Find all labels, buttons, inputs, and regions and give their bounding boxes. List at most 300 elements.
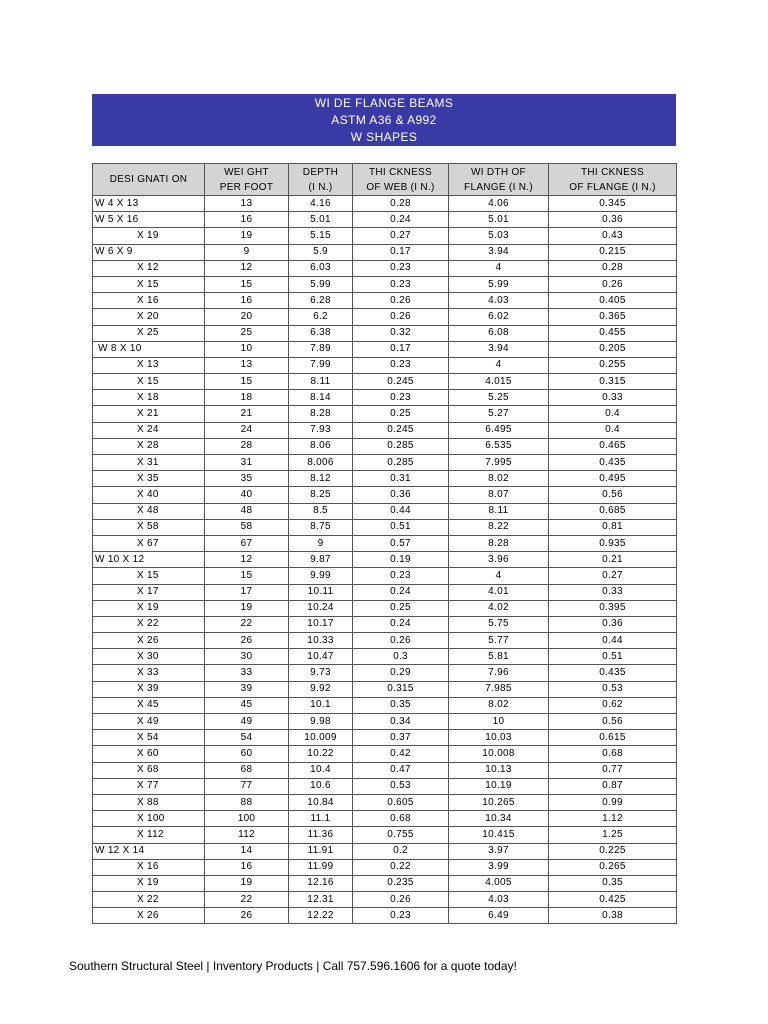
- flange-thickness-cell: 0.81: [549, 519, 677, 535]
- designation-cell: X 13: [93, 357, 205, 373]
- flange-width-cell: 8.28: [449, 535, 549, 551]
- table-row: [93, 276, 677, 292]
- depth-cell: 8.06: [289, 438, 353, 454]
- depth-cell: 6.2: [289, 309, 353, 325]
- web-thickness-cell: 0.285: [353, 455, 449, 471]
- depth-cell: 10.4: [289, 762, 353, 778]
- flange-thickness-cell: 0.465: [549, 438, 677, 454]
- depth-cell: 5.9: [289, 244, 353, 260]
- flange-thickness-cell: 0.51: [549, 649, 677, 665]
- flange-thickness-cell: 0.225: [549, 843, 677, 859]
- web-thickness-cell: 0.25: [353, 406, 449, 422]
- depth-cell: 11.99: [289, 859, 353, 875]
- table-row: [93, 374, 677, 390]
- weight-cell: 25: [205, 325, 289, 341]
- table-row: [93, 681, 677, 697]
- flange-thickness-cell: 0.205: [549, 341, 677, 357]
- header-depth-line-1: DEPTH: [302, 166, 339, 178]
- designation-cell: X 100: [93, 811, 205, 827]
- header-flange-width-line-1: WI DTH OF: [471, 166, 526, 178]
- web-thickness-cell: 0.23: [353, 390, 449, 406]
- depth-cell: 7.99: [289, 357, 353, 373]
- web-thickness-cell: 0.23: [353, 908, 449, 924]
- weight-cell: 39: [205, 681, 289, 697]
- table-row: [93, 455, 677, 471]
- header-depth-line-2: (I N.): [308, 181, 333, 193]
- web-thickness-cell: 0.235: [353, 875, 449, 891]
- web-thickness-cell: 0.31: [353, 471, 449, 487]
- table-row: [93, 827, 677, 843]
- flange-width-cell: 10.415: [449, 827, 549, 843]
- designation-cell: X 19: [93, 228, 205, 244]
- flange-width-cell: 8.02: [449, 697, 549, 713]
- web-thickness-cell: 0.37: [353, 730, 449, 746]
- web-thickness-cell: 0.26: [353, 309, 449, 325]
- depth-cell: 5.01: [289, 212, 353, 228]
- title-line-1: WI DE FLANGE BEAMS: [314, 95, 454, 110]
- header-row: [93, 164, 677, 196]
- depth-cell: 10.6: [289, 778, 353, 794]
- table-row: [93, 714, 677, 730]
- flange-width-cell: 4.005: [449, 875, 549, 891]
- web-thickness-cell: 0.245: [353, 374, 449, 390]
- flange-thickness-cell: 0.435: [549, 455, 677, 471]
- depth-cell: 9: [289, 535, 353, 551]
- weight-cell: 12: [205, 552, 289, 568]
- depth-cell: 9.73: [289, 665, 353, 681]
- web-thickness-cell: 0.68: [353, 811, 449, 827]
- flange-thickness-cell: 0.615: [549, 730, 677, 746]
- depth-cell: 12.22: [289, 908, 353, 924]
- designation-cell: X 112: [93, 827, 205, 843]
- designation-cell: W 8 X 10: [93, 341, 205, 357]
- table-row: [93, 794, 677, 810]
- flange-thickness-cell: 0.685: [549, 503, 677, 519]
- weight-cell: 112: [205, 827, 289, 843]
- flange-thickness-cell: 0.87: [549, 778, 677, 794]
- web-thickness-cell: 0.51: [353, 519, 449, 535]
- designation-cell: X 26: [93, 633, 205, 649]
- designation-cell: X 54: [93, 730, 205, 746]
- designation-cell: X 25: [93, 325, 205, 341]
- depth-cell: 10.11: [289, 584, 353, 600]
- table-row: [93, 357, 677, 373]
- table-row: [93, 503, 677, 519]
- flange-width-cell: 10.03: [449, 730, 549, 746]
- weight-cell: 48: [205, 503, 289, 519]
- designation-cell: X 28: [93, 438, 205, 454]
- web-thickness-cell: 0.34: [353, 714, 449, 730]
- header-flange-thickness-line-2: OF FLANGE (I N.): [569, 181, 656, 193]
- designation-cell: X 68: [93, 762, 205, 778]
- web-thickness-cell: 0.755: [353, 827, 449, 843]
- flange-width-cell: 5.99: [449, 276, 549, 292]
- weight-cell: 77: [205, 778, 289, 794]
- table-row: [93, 212, 677, 228]
- table-row: [93, 293, 677, 309]
- weight-cell: 40: [205, 487, 289, 503]
- web-thickness-cell: 0.35: [353, 697, 449, 713]
- flange-width-cell: 7.96: [449, 665, 549, 681]
- flange-thickness-cell: 0.35: [549, 875, 677, 891]
- depth-cell: 5.99: [289, 276, 353, 292]
- depth-cell: 8.75: [289, 519, 353, 535]
- table-row: [93, 196, 677, 212]
- web-thickness-cell: 0.29: [353, 665, 449, 681]
- designation-cell: X 19: [93, 600, 205, 616]
- designation-cell: X 33: [93, 665, 205, 681]
- flange-width-cell: 4.03: [449, 892, 549, 908]
- web-thickness-cell: 0.17: [353, 244, 449, 260]
- flange-thickness-cell: 0.265: [549, 859, 677, 875]
- depth-cell: 11.36: [289, 827, 353, 843]
- weight-cell: 16: [205, 212, 289, 228]
- designation-cell: W 4 X 13: [93, 196, 205, 212]
- table-row: [93, 325, 677, 341]
- flange-width-cell: 10.265: [449, 794, 549, 810]
- header-depth: [289, 164, 353, 196]
- flange-thickness-cell: 0.435: [549, 665, 677, 681]
- designation-cell: X 67: [93, 535, 205, 551]
- depth-cell: 10.24: [289, 600, 353, 616]
- flange-thickness-cell: 0.425: [549, 892, 677, 908]
- table-row: [93, 875, 677, 891]
- web-thickness-cell: 0.17: [353, 341, 449, 357]
- weight-cell: 17: [205, 584, 289, 600]
- header-designation: [93, 164, 205, 196]
- depth-cell: 8.006: [289, 455, 353, 471]
- flange-width-cell: 6.535: [449, 438, 549, 454]
- weight-cell: 14: [205, 843, 289, 859]
- web-thickness-cell: 0.26: [353, 892, 449, 908]
- flange-thickness-cell: 0.4: [549, 422, 677, 438]
- weight-cell: 10: [205, 341, 289, 357]
- table-row: [93, 859, 677, 875]
- flange-width-cell: 3.97: [449, 843, 549, 859]
- web-thickness-cell: 0.44: [353, 503, 449, 519]
- header-flange-thickness: [549, 164, 677, 196]
- web-thickness-cell: 0.3: [353, 649, 449, 665]
- table-row: [93, 260, 677, 276]
- weight-cell: 58: [205, 519, 289, 535]
- depth-cell: 8.28: [289, 406, 353, 422]
- header-weight: [205, 164, 289, 196]
- table-row: [93, 519, 677, 535]
- table-row: [93, 406, 677, 422]
- flange-width-cell: 5.75: [449, 616, 549, 632]
- flange-thickness-cell: 0.68: [549, 746, 677, 762]
- flange-thickness-cell: 0.28: [549, 260, 677, 276]
- weight-cell: 30: [205, 649, 289, 665]
- header-web-thickness-line-2: OF WEB (I N.): [366, 181, 435, 193]
- table-row: [93, 778, 677, 794]
- weight-cell: 15: [205, 374, 289, 390]
- table-row: [93, 228, 677, 244]
- flange-thickness-cell: 0.27: [549, 568, 677, 584]
- flange-width-cell: 4.01: [449, 584, 549, 600]
- flange-width-cell: 3.96: [449, 552, 549, 568]
- designation-cell: X 45: [93, 697, 205, 713]
- flange-thickness-cell: 0.935: [549, 535, 677, 551]
- header-flange-width: [449, 164, 549, 196]
- depth-cell: 11.1: [289, 811, 353, 827]
- flange-width-cell: 10.34: [449, 811, 549, 827]
- weight-cell: 31: [205, 455, 289, 471]
- designation-cell: X 60: [93, 746, 205, 762]
- depth-cell: 7.89: [289, 341, 353, 357]
- flange-thickness-cell: 0.43: [549, 228, 677, 244]
- designation-cell: X 35: [93, 471, 205, 487]
- table-row: [93, 649, 677, 665]
- flange-width-cell: 5.27: [449, 406, 549, 422]
- table-row: [93, 600, 677, 616]
- designation-cell: X 12: [93, 260, 205, 276]
- flange-width-cell: 7.985: [449, 681, 549, 697]
- flange-width-cell: 4.02: [449, 600, 549, 616]
- flange-width-cell: 4: [449, 357, 549, 373]
- weight-cell: 33: [205, 665, 289, 681]
- weight-cell: 19: [205, 228, 289, 244]
- flange-width-cell: 8.07: [449, 487, 549, 503]
- weight-cell: 18: [205, 390, 289, 406]
- flange-thickness-cell: 0.255: [549, 357, 677, 373]
- weight-cell: 22: [205, 892, 289, 908]
- flange-width-cell: 8.22: [449, 519, 549, 535]
- designation-cell: X 19: [93, 875, 205, 891]
- designation-cell: X 15: [93, 276, 205, 292]
- flange-width-cell: 8.02: [449, 471, 549, 487]
- flange-thickness-cell: 0.99: [549, 794, 677, 810]
- web-thickness-cell: 0.24: [353, 584, 449, 600]
- table-row: [93, 568, 677, 584]
- designation-cell: X 40: [93, 487, 205, 503]
- flange-width-cell: 5.01: [449, 212, 549, 228]
- weight-cell: 45: [205, 697, 289, 713]
- flange-width-cell: 6.495: [449, 422, 549, 438]
- flange-width-cell: 10.13: [449, 762, 549, 778]
- flange-thickness-cell: 0.455: [549, 325, 677, 341]
- web-thickness-cell: 0.24: [353, 616, 449, 632]
- table-row: [93, 552, 677, 568]
- designation-cell: X 18: [93, 390, 205, 406]
- depth-cell: 12.31: [289, 892, 353, 908]
- flange-thickness-cell: 0.315: [549, 374, 677, 390]
- flange-width-cell: 4: [449, 568, 549, 584]
- table-row: [93, 535, 677, 551]
- depth-cell: 10.009: [289, 730, 353, 746]
- depth-cell: 9.92: [289, 681, 353, 697]
- web-thickness-cell: 0.47: [353, 762, 449, 778]
- depth-cell: 8.14: [289, 390, 353, 406]
- web-thickness-cell: 0.26: [353, 293, 449, 309]
- flange-width-cell: 6.08: [449, 325, 549, 341]
- web-thickness-cell: 0.285: [353, 438, 449, 454]
- table-row: [93, 438, 677, 454]
- weight-cell: 28: [205, 438, 289, 454]
- header-weight-line-2: PER FOOT: [219, 181, 274, 193]
- header-flange-width-line-2: FLANGE (I N.): [464, 181, 533, 193]
- designation-cell: X 15: [93, 568, 205, 584]
- flange-thickness-cell: 0.62: [549, 697, 677, 713]
- designation-cell: X 88: [93, 794, 205, 810]
- flange-width-cell: 5.03: [449, 228, 549, 244]
- table-row: [93, 811, 677, 827]
- weight-cell: 67: [205, 535, 289, 551]
- depth-cell: 8.5: [289, 503, 353, 519]
- table-row: [93, 762, 677, 778]
- flange-width-cell: 4.06: [449, 196, 549, 212]
- designation-cell: W 10 X 12: [93, 552, 205, 568]
- depth-cell: 6.28: [289, 293, 353, 309]
- weight-cell: 15: [205, 276, 289, 292]
- designation-cell: X 24: [93, 422, 205, 438]
- depth-cell: 8.12: [289, 471, 353, 487]
- web-thickness-cell: 0.23: [353, 276, 449, 292]
- weight-cell: 19: [205, 875, 289, 891]
- flange-thickness-cell: 0.38: [549, 908, 677, 924]
- header-web-thickness-line-1: THI CKNESS: [368, 166, 432, 178]
- web-thickness-cell: 0.27: [353, 228, 449, 244]
- web-thickness-cell: 0.23: [353, 568, 449, 584]
- web-thickness-cell: 0.22: [353, 859, 449, 875]
- depth-cell: 6.38: [289, 325, 353, 341]
- web-thickness-cell: 0.23: [353, 357, 449, 373]
- depth-cell: 8.11: [289, 374, 353, 390]
- flange-width-cell: 6.49: [449, 908, 549, 924]
- designation-cell: X 49: [93, 714, 205, 730]
- table-row: [93, 341, 677, 357]
- designation-cell: X 58: [93, 519, 205, 535]
- weight-cell: 19: [205, 600, 289, 616]
- flange-thickness-cell: 0.215: [549, 244, 677, 260]
- title-banner: [92, 94, 676, 146]
- weight-cell: 21: [205, 406, 289, 422]
- depth-cell: 10.17: [289, 616, 353, 632]
- depth-cell: 7.93: [289, 422, 353, 438]
- table-row: [93, 616, 677, 632]
- flange-width-cell: 6.02: [449, 309, 549, 325]
- table-row: [93, 471, 677, 487]
- depth-cell: 10.33: [289, 633, 353, 649]
- weight-cell: 13: [205, 357, 289, 373]
- weight-cell: 49: [205, 714, 289, 730]
- depth-cell: 5.15: [289, 228, 353, 244]
- flange-width-cell: 10.008: [449, 746, 549, 762]
- table-row: [93, 665, 677, 681]
- designation-cell: X 30: [93, 649, 205, 665]
- weight-cell: 16: [205, 293, 289, 309]
- table-row: [93, 309, 677, 325]
- flange-thickness-cell: 0.395: [549, 600, 677, 616]
- web-thickness-cell: 0.315: [353, 681, 449, 697]
- beam-table: [92, 163, 677, 924]
- designation-cell: X 22: [93, 892, 205, 908]
- flange-thickness-cell: 0.33: [549, 390, 677, 406]
- table-row: [93, 633, 677, 649]
- flange-thickness-cell: 0.26: [549, 276, 677, 292]
- depth-cell: 9.87: [289, 552, 353, 568]
- depth-cell: 10.22: [289, 746, 353, 762]
- web-thickness-cell: 0.57: [353, 535, 449, 551]
- web-thickness-cell: 0.28: [353, 196, 449, 212]
- weight-cell: 68: [205, 762, 289, 778]
- designation-cell: X 15: [93, 374, 205, 390]
- depth-cell: 12.16: [289, 875, 353, 891]
- web-thickness-cell: 0.245: [353, 422, 449, 438]
- designation-cell: X 16: [93, 293, 205, 309]
- flange-width-cell: 7.995: [449, 455, 549, 471]
- flange-thickness-cell: 0.56: [549, 714, 677, 730]
- web-thickness-cell: 0.32: [353, 325, 449, 341]
- web-thickness-cell: 0.19: [353, 552, 449, 568]
- flange-thickness-cell: 0.405: [549, 293, 677, 309]
- flange-thickness-cell: 0.36: [549, 212, 677, 228]
- designation-cell: W 12 X 14: [93, 843, 205, 859]
- depth-cell: 10.1: [289, 697, 353, 713]
- table-row: [93, 584, 677, 600]
- designation-cell: X 48: [93, 503, 205, 519]
- designation-cell: X 20: [93, 309, 205, 325]
- flange-thickness-cell: 1.12: [549, 811, 677, 827]
- table-row: [93, 730, 677, 746]
- weight-cell: 26: [205, 908, 289, 924]
- designation-cell: X 22: [93, 616, 205, 632]
- weight-cell: 24: [205, 422, 289, 438]
- flange-width-cell: 4: [449, 260, 549, 276]
- weight-cell: 26: [205, 633, 289, 649]
- designation-cell: W 5 X 16: [93, 212, 205, 228]
- flange-width-cell: 4.015: [449, 374, 549, 390]
- weight-cell: 54: [205, 730, 289, 746]
- designation-cell: X 26: [93, 908, 205, 924]
- depth-cell: 8.25: [289, 487, 353, 503]
- weight-cell: 12: [205, 260, 289, 276]
- web-thickness-cell: 0.36: [353, 487, 449, 503]
- footer-text: Southern Structural Steel | Inventory Products | Call 757.596.1606 for a quote today!: [69, 959, 517, 973]
- table-row: [93, 697, 677, 713]
- flange-thickness-cell: 1.25: [549, 827, 677, 843]
- web-thickness-cell: 0.605: [353, 794, 449, 810]
- flange-width-cell: 5.25: [449, 390, 549, 406]
- flange-thickness-cell: 0.56: [549, 487, 677, 503]
- web-thickness-cell: 0.24: [353, 212, 449, 228]
- web-thickness-cell: 0.2: [353, 843, 449, 859]
- flange-thickness-cell: 0.44: [549, 633, 677, 649]
- flange-thickness-cell: 0.36: [549, 616, 677, 632]
- designation-cell: X 21: [93, 406, 205, 422]
- flange-thickness-cell: 0.33: [549, 584, 677, 600]
- weight-cell: 88: [205, 794, 289, 810]
- flange-thickness-cell: 0.495: [549, 471, 677, 487]
- weight-cell: 15: [205, 568, 289, 584]
- flange-width-cell: 3.94: [449, 341, 549, 357]
- flange-width-cell: 4.03: [449, 293, 549, 309]
- title-line-3: W SHAPES: [350, 129, 418, 144]
- weight-cell: 16: [205, 859, 289, 875]
- flange-thickness-cell: 0.77: [549, 762, 677, 778]
- depth-cell: 9.98: [289, 714, 353, 730]
- designation-cell: X 77: [93, 778, 205, 794]
- depth-cell: 4.16: [289, 196, 353, 212]
- table-row: [93, 244, 677, 260]
- designation-cell: X 31: [93, 455, 205, 471]
- flange-thickness-cell: 0.53: [549, 681, 677, 697]
- table-row: [93, 746, 677, 762]
- header-flange-thickness-line-1: THI CKNESS: [580, 166, 644, 178]
- designation-cell: X 16: [93, 859, 205, 875]
- flange-width-cell: 3.94: [449, 244, 549, 260]
- flange-thickness-cell: 0.4: [549, 406, 677, 422]
